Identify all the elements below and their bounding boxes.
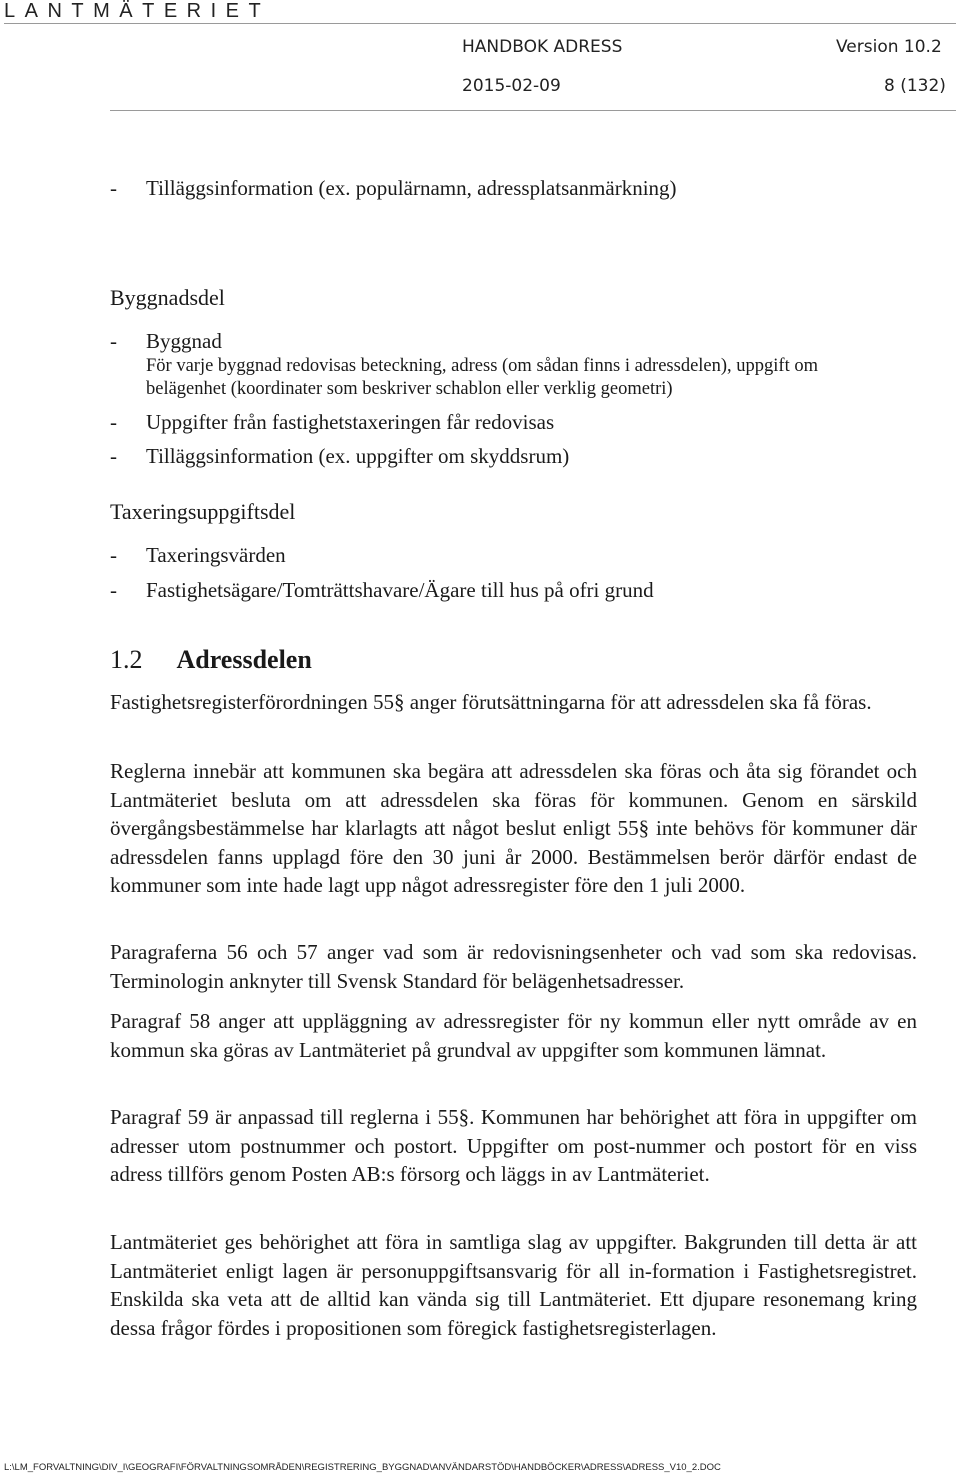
list-item-description: belägenhet (koordinater som beskriver schablon eller verklig geometri) (146, 379, 673, 399)
file-path-footer: L:\LM_FORVALTNING\DIV_I\GEOGRAFI\FÖRVALTNINGSOMRÅDEN\REGISTRERING_BYGGNAD\ANVÄNDARSTÖD\HANDBÖCKER\ADRESS\ADRESS_V10_2.DOC (4, 1462, 721, 1473)
list-item-text: Uppgifter från fastighetstaxeringen får redovisas (146, 410, 555, 434)
section-title: Adressdelen (176, 645, 312, 674)
list-item: - Byggnad (110, 329, 222, 353)
body-paragraph: Paragraf 58 anger att uppläggning av adressregister för ny kommun eller nytt område av en kommun ska göras av Lantmäteriet på grundval av uppgifter som kommunen lämnat. (110, 1009, 917, 1062)
list-item-text: Taxeringsvärden (146, 543, 286, 567)
list-item-text: Byggnad (146, 329, 222, 353)
body-paragraph: Paragraferna 56 och 57 anger vad som är redovisningsenheter och vad som ska redovisas. Terminologin anknyter till Svensk Standard för belägenhetsadresser. (110, 940, 917, 993)
list-item: - Taxeringsvärden (110, 543, 286, 567)
header-rule-bottom (110, 110, 956, 111)
list-item: - Fastighetsägare/Tomträttshavare/Ägare till hus på ofri grund (110, 578, 654, 602)
organization-name: LANTMÄTERIET (4, 0, 271, 22)
body-paragraph: Lantmäteriet ges behörighet att föra in samtliga slag av uppgifter. Bakgrunden till detta är att Lantmäteriet enligt lagen är personuppgiftsansvarig för all in-formation i Fastighetsregistret. Enskilda ska veta att de alltid kan vända sig till Lantmäteriet. Ett djupare resonemang kring dessa frågor fördes i propositionen som föregick fastighetsregisterlagen. (110, 1230, 917, 1340)
page-number: 8 (132) (884, 76, 946, 96)
section-heading (110, 645, 312, 675)
body-paragraph: Paragraf 59 är anpassad till reglerna i 55§. Kommunen har behörighet att föra in uppgifter om adresser utom postnummer och postort. Uppgifter om post-nummer och postort för en viss adress tillförs genom Posten AB:s försorg och läggs in av Lantmäteriet. (110, 1105, 917, 1187)
body-paragraph: Fastighetsregisterförordningen 55§ anger förutsättningarna för att adressdelen ska få föras. (110, 690, 872, 714)
list-item-text: Tilläggsinformation (ex. uppgifter om skyddsrum) (146, 444, 570, 468)
list-item-description: För varje byggnad redovisas beteckning, adress (om sådan finns i adressdelen), uppgift om (146, 356, 818, 376)
list-item: - Tilläggsinformation (ex. uppgifter om skyddsrum) (110, 444, 570, 468)
header-rule-top (4, 23, 956, 24)
document-version: Version 10.2 (836, 37, 942, 57)
list-item-text: Tilläggsinformation (ex. populärnamn, adressplatsanmärkning) (146, 176, 677, 200)
body-paragraph: Reglerna innebär att kommunen ska begära att adressdelen ska föras och åta sig förandet och Lantmäteriet besluta om att adressdelen ska föras för kommunen. Genom en särskild övergångsbestämmelse har klarlagts att något beslut enligt 55§ inte behövs för kommuner där adressdelen fanns upplagd före den 30 juni år 2000. Bestämmelsen berör därför endast de kommuner som inte hade lagt upp något adressregister före den 1 juli 2000. (110, 759, 917, 898)
document-title: HANDBOK ADRESS (462, 37, 623, 57)
list-item: - Uppgifter från fastighetstaxeringen får redovisas (110, 410, 555, 434)
section-number: 1.2 (110, 645, 143, 674)
subsection-heading: Taxeringsuppgiftsdel (110, 499, 296, 524)
subsection-heading: Byggnadsdel (110, 285, 225, 310)
document-date: 2015-02-09 (462, 76, 561, 96)
list-item: - Tilläggsinformation (ex. populärnamn, adressplatsanmärkning) (110, 176, 677, 200)
list-item-text: Fastighetsägare/Tomträttshavare/Ägare till hus på ofri grund (146, 578, 654, 602)
